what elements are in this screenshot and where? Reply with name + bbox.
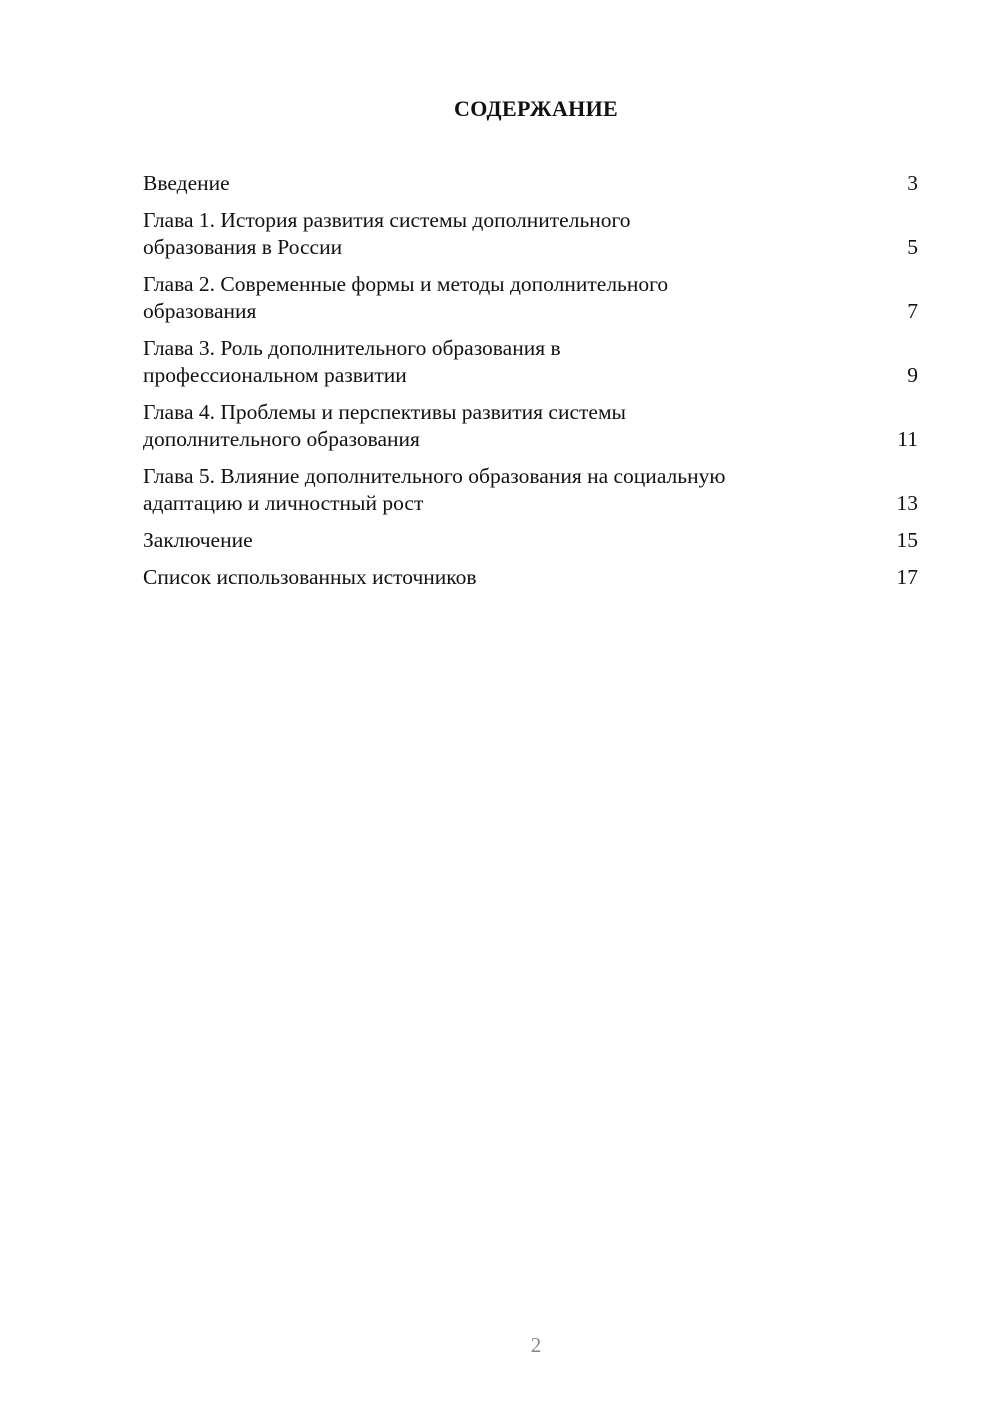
toc-entry-line: дополнительного образования	[143, 427, 420, 451]
toc-entry-page: 15	[896, 528, 918, 552]
toc-entry-line: образования в России	[143, 235, 343, 259]
toc-entry-line: Глава 5. Влияние дополнительного образования на социальную	[143, 464, 726, 488]
toc-entry-line: Заключение	[143, 528, 253, 552]
toc-entry-page: 7	[907, 299, 918, 323]
toc-entry-line: Список использованных источников	[143, 565, 477, 589]
toc-entry-conclusion[interactable]	[143, 527, 918, 554]
toc-entry-text	[143, 399, 918, 453]
toc-entry-introduction[interactable]	[143, 170, 918, 197]
toc-entry-line: адаптацию и личностный рост	[143, 491, 424, 515]
toc-entry-chapter-5[interactable]	[143, 463, 918, 517]
toc-entry-line: профессиональном развитии	[143, 363, 407, 387]
toc-entry-page: 11	[897, 427, 918, 451]
toc-entry-text	[143, 463, 918, 517]
toc-entry-line: Глава 3. Роль дополнительного образования в	[143, 336, 561, 360]
toc-entry-line: Глава 4. Проблемы и перспективы развития системы	[143, 400, 626, 424]
toc-entry-text	[143, 207, 918, 261]
page-number: 2	[530, 1333, 542, 1357]
toc-title: СОДЕРЖАНИЕ	[454, 96, 618, 121]
toc-entry-page: 13	[896, 491, 918, 515]
toc-entry-references[interactable]	[143, 564, 918, 591]
toc-entry-line: Введение	[143, 171, 230, 195]
toc-entry-chapter-4[interactable]	[143, 399, 918, 453]
toc-entry-chapter-3[interactable]	[143, 335, 918, 389]
toc-entry-page: 17	[896, 565, 918, 589]
table-of-contents	[143, 170, 918, 601]
toc-entry-page: 3	[907, 171, 918, 195]
toc-entry-line: образования	[143, 299, 257, 323]
toc-entry-text	[143, 335, 918, 389]
toc-entry-text	[143, 527, 918, 554]
toc-entry-line: Глава 2. Современные формы и методы дополнительного	[143, 272, 669, 296]
toc-entry-line: Глава 1. История развития системы дополнительного	[143, 208, 631, 232]
toc-entry-page: 9	[907, 363, 918, 387]
toc-entry-text	[143, 170, 918, 197]
toc-entry-chapter-2[interactable]	[143, 271, 918, 325]
toc-entry-text	[143, 564, 918, 591]
toc-entry-text	[143, 271, 918, 325]
toc-entry-chapter-1[interactable]	[143, 207, 918, 261]
toc-entry-page: 5	[907, 235, 918, 259]
